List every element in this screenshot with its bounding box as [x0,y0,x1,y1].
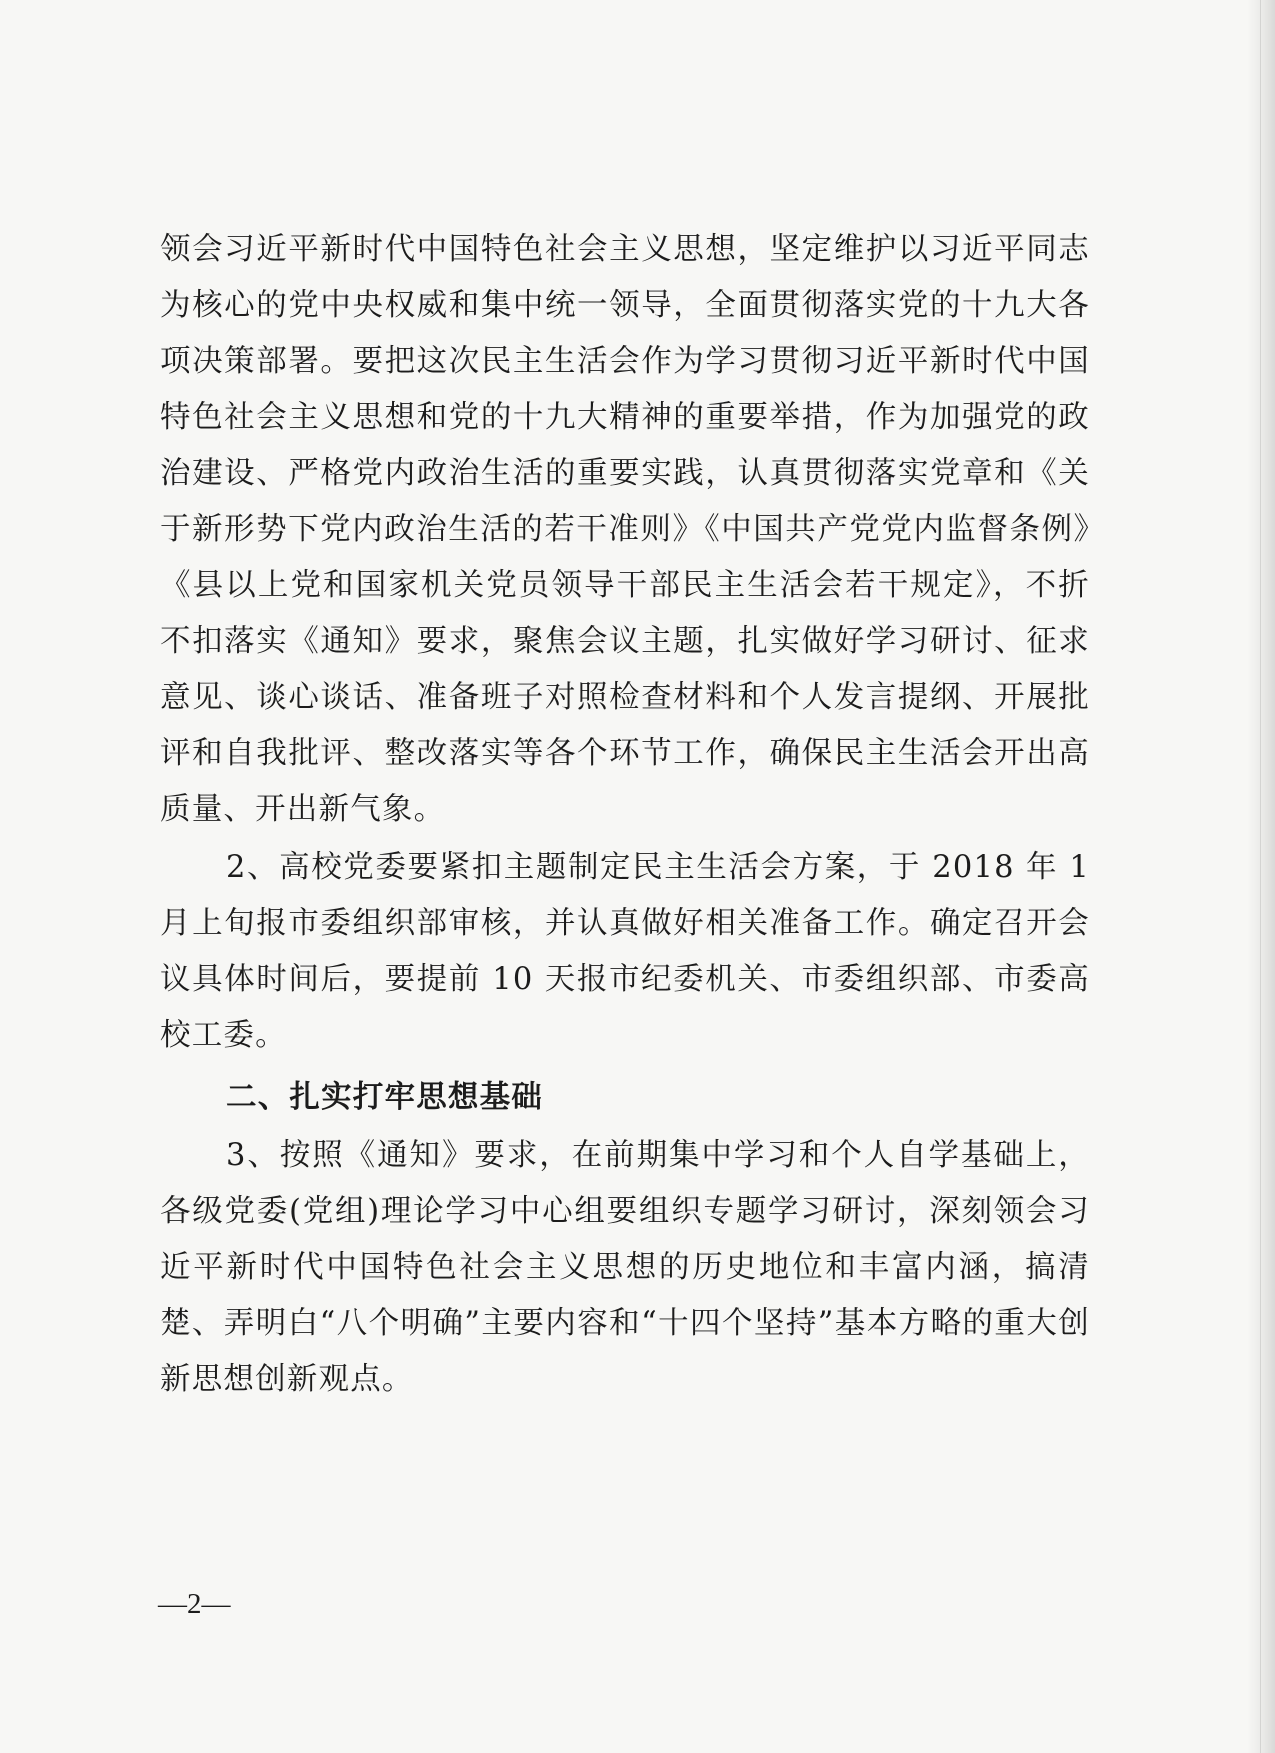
page-edge-line [1260,0,1261,1753]
document-body [160,222,1090,1408]
page-edge-shadow [1247,0,1275,1753]
section-heading: 二、扎实打牢思想基础 [226,1080,543,1115]
paragraph-item-2: 2、高校党委要紧扣主题制定民主生活会方案，于 2018 年 1 月上旬报市委组织部审核，并认真做好相关准备工作。确定召开会议具体时间后，要提前 10 天报市纪委机关、市委组织部、市委高校工委。 [160,850,1090,1053]
paragraph-item-3: 3、按照《通知》要求，在前期集中学习和个人自学基础上，各级党委(党组)理论学习中心组要组织专题学习研讨，深刻领会习近平新时代中国特色社会主义思想的历史地位和丰富内涵，搞清楚、弄明白“八个明确”主要内容和“十四个坚持”基本方略的重大创新思想创新观点。 [160,1138,1090,1397]
paragraph-continued: 领会习近平新时代中国特色社会主义思想，坚定维护以习近平同志为核心的党中央权威和集中统一领导，全面贯彻落实党的十九大各项决策部署。要把这次民主生活会作为学习贯彻习近平新时代中国特色社会主义思想和党的十九大精神的重要举措，作为加强党的政治建设、严格党内政治生活的重要实践，认真贯彻落实党章和《关于新形势下党内政治生活的若干准则》《中国共产党党内监督条例》《县以上党和国家机关党员领导干部民主生活会若干规定》，不折不扣落实《通知》要求，聚焦会议主题，扎实做好学习研讨、征求意见、谈心谈话、准备班子对照检查材料和个人发言提纲、开展批评和自我批评、整改落实等各个环节工作，确保民主生活会开出高质量、开出新气象。 [160,232,1090,827]
page-number: —2— [158,1588,231,1620]
